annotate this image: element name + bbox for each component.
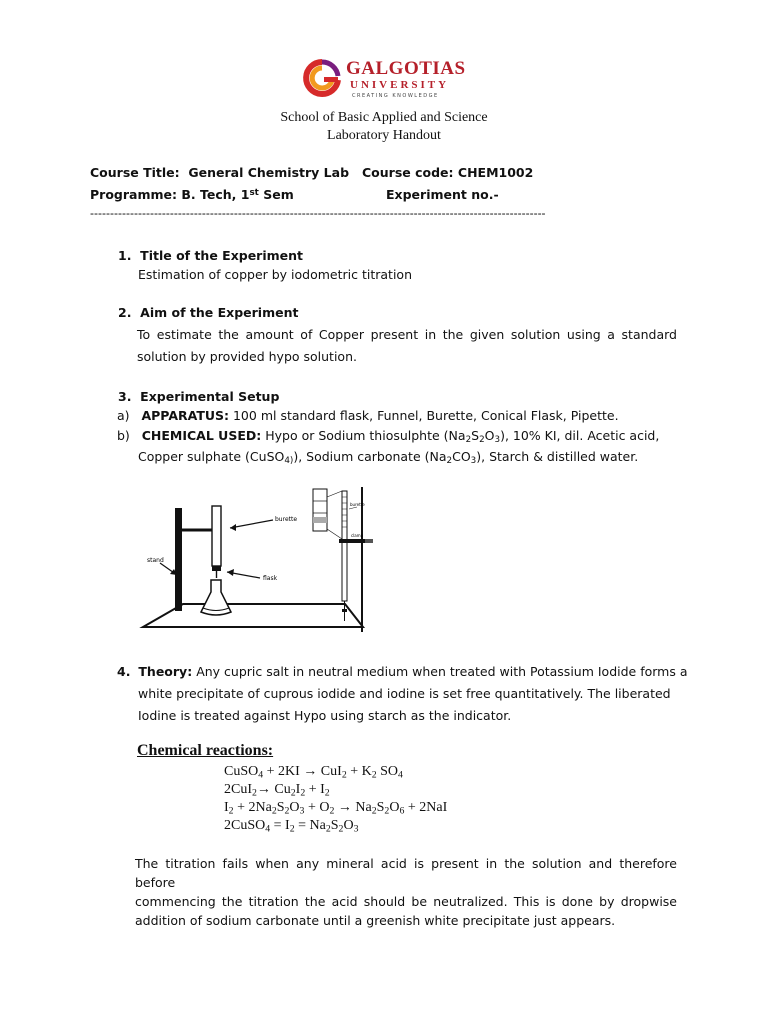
stand-label: stand: [147, 557, 164, 564]
burette-shape: [212, 506, 221, 578]
logo-tagline: CREATING KNOWLEDGE: [352, 93, 439, 99]
section-2-heading: [118, 305, 298, 320]
theory-line-1: [117, 664, 688, 679]
course-code: [362, 165, 533, 180]
final-paragraph: [135, 854, 677, 930]
apparatus-number: a): [117, 408, 130, 423]
theory-label: Theory:: [138, 664, 193, 679]
programme-sup: st: [249, 188, 259, 199]
apparatus-text: 100 ml standard flask, Funnel, Burette, Conical Flask, Pipette.: [232, 408, 619, 423]
logo-sub: UNIVERSITY: [350, 79, 450, 91]
stand-rod: [175, 508, 182, 611]
divider-line: ------------------------------------------------------------------------------------------------------------------: [90, 206, 546, 220]
chemicals-text-2c: ), Starch & distilled water.: [476, 449, 639, 464]
course-title-label: Course Title:: [90, 165, 180, 180]
programme: [90, 187, 294, 202]
handout-title: Laboratory Handout: [327, 128, 441, 143]
course-code-value: CHEM1002: [457, 165, 534, 180]
burette-closeup-diagram: [305, 487, 385, 632]
theory-text-1: Any cupric salt in neutral medium when treated with Potassium Iodide forms a: [196, 664, 688, 679]
section-1-heading: [118, 248, 303, 263]
section-2-line-1: To estimate the amount of Copper present in the given solution using a standard: [137, 327, 677, 342]
section-1-title: Title of the Experiment: [140, 248, 304, 263]
final-line-3: addition of sodium carbonate until a greenish white precipitate just appears.: [135, 913, 616, 928]
chemicals-text-2a: Copper sulphate (CuSO: [138, 449, 285, 464]
flask-shape: [201, 580, 231, 615]
logo-name: GALGOTIAS: [346, 58, 466, 79]
final-line-2: commencing the titration the acid should be neutralized. This is done by dropwise: [135, 894, 677, 909]
theory-line-2: white precipitate of cuprous iodide and iodine is set free quantitatively. The liberated: [138, 686, 671, 701]
chemicals-text-1a: Hypo or Sodium thiosulphte (Na: [265, 428, 466, 443]
theory-number: 4.: [117, 664, 131, 679]
section-3-number: 3.: [118, 389, 132, 404]
programme-value: B. Tech, 1: [181, 187, 250, 202]
galgotias-logo-icon: [302, 58, 342, 98]
school-name: School of Basic Applied and Science: [280, 110, 488, 125]
flask-label: flask: [263, 575, 278, 582]
burette-small-label: burette: [350, 502, 365, 507]
reaction-4: 2CuSO$_4$ = $I_2 = Na_2S_2O_3$: [224, 818, 359, 835]
section-3-title: Experimental Setup: [140, 389, 280, 404]
chemicals-line-2: Copper sulphate (CuSO$_{4)}$), Sodium carbonate $(Na_2CO_3)$, Starch & distilled water.: [138, 449, 639, 467]
chemicals-number: b): [117, 428, 130, 443]
reaction-1: CuSO$_4$ + $2KI \to CuI_2 + K_2$ $SO_4$: [224, 764, 403, 781]
experiment-number: Experiment no.-: [386, 187, 499, 202]
section-2-text: [137, 324, 677, 367]
section-2-line-2: solution by provided hypo solution.: [137, 348, 357, 364]
final-line-1: The titration fails when any mineral acid is present in the solution and therefore before: [135, 856, 677, 890]
course-code-label: Course code:: [362, 165, 454, 180]
section-2-number: 2.: [118, 305, 132, 320]
chemicals-line-1: b) CHEMICAL USED: Hypo or Sodium thiosulphte $(Na_2S_2O_3)$, 10% KI, dil. Acetic acid,: [117, 428, 660, 446]
programme-tail: Sem: [258, 187, 294, 202]
theory-line-3: Iodine is treated against Hypo using starch as the indicator.: [138, 708, 512, 723]
section-3-heading: [118, 389, 279, 404]
section-1-number: 1.: [118, 248, 132, 263]
reaction-2: $2CuI_2\to Cu_2I_2 + I_2$: [224, 782, 330, 799]
chemicals-text-1b: ), 10% KI, dil. Acetic acid,: [500, 428, 660, 443]
course-title-value: General Chemistry Lab: [188, 165, 350, 180]
clamp-small-label: clamp: [351, 533, 364, 538]
chemicals-text-2b: ), Sodium carbonate (Na: [293, 449, 447, 464]
section-2-title: Aim of the Experiment: [140, 305, 299, 320]
section-1-text: Estimation of copper by iodometric titration: [138, 267, 413, 282]
university-logo: [302, 56, 470, 102]
chemicals-label: CHEMICAL USED:: [141, 428, 262, 443]
reactions-list: [224, 763, 447, 835]
reactions-heading: Chemical reactions:: [137, 742, 274, 759]
reaction-3: $I_2 + 2Na_2S_2O_3 + O_2 \to Na_2S_2O_6 + 2NaI$: [224, 800, 448, 817]
burette-label: burette: [275, 516, 298, 523]
course-title: [90, 165, 349, 180]
apparatus-line: [117, 408, 619, 423]
programme-label: Programme:: [90, 187, 177, 202]
apparatus-label: APPARATUS:: [141, 408, 229, 423]
